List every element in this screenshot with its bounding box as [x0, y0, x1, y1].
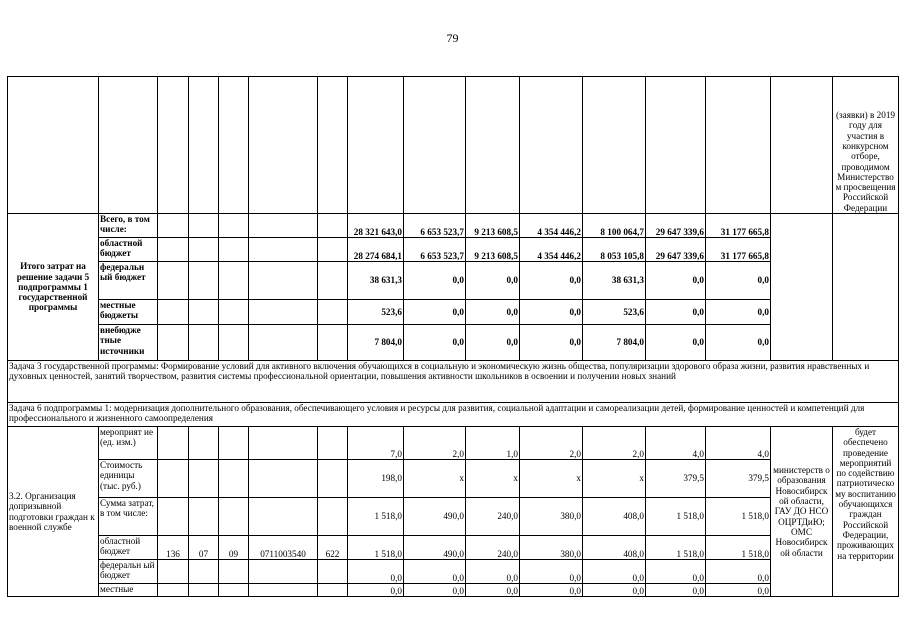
value-cell: 0,0 — [404, 325, 466, 361]
value-cell: 29 647 339,6 — [646, 214, 706, 238]
value-cell: 198,0 — [348, 460, 404, 498]
value-cell: 0,0 — [404, 300, 466, 325]
row-label: местные — [99, 584, 158, 597]
value-cell: 28 274 684,1 — [348, 238, 404, 262]
value-cell: 0,0 — [404, 560, 466, 584]
measure-row — [8, 427, 899, 460]
value-cell: 380,0 — [520, 498, 583, 536]
value-cell: 28 321 643,0 — [348, 214, 404, 238]
value-cell: 0,0 — [646, 584, 706, 597]
value-cell: 0,0 — [706, 560, 771, 584]
value-cell: 7,0 — [348, 427, 404, 460]
row-label: Стоимость единицы (тыс. руб.) — [99, 460, 158, 498]
value-cell: 0,0 — [520, 300, 583, 325]
value-cell: 0,0 — [404, 584, 466, 597]
value-cell: 8 100 064,7 — [583, 214, 646, 238]
value-cell: 0,0 — [646, 300, 706, 325]
value-cell: 0,0 — [706, 325, 771, 361]
value-cell: 2,0 — [404, 427, 466, 460]
measure-row — [8, 536, 899, 560]
task6-text: Задача 6 подпрограммы 1: модернизация дополнительного образования, обеспечивающего условия и ресурсы для развития, социальной адаптации и самореализации детей, формирование ценностей и компетенций для профессионального и жизненного самоопределения — [8, 403, 899, 427]
value-cell: 0,0 — [348, 584, 404, 597]
value-cell: 38 631,3 — [583, 262, 646, 300]
value-cell: 0,0 — [404, 262, 466, 300]
value-cell: 240,0 — [466, 498, 520, 536]
value-cell: 1 518,0 — [646, 536, 706, 560]
target-article-code: 0711003540 — [249, 536, 318, 560]
value-cell: 408,0 — [583, 536, 646, 560]
continuation-row — [8, 77, 899, 214]
value-cell: 0,0 — [520, 325, 583, 361]
value-cell: 523,6 — [583, 300, 646, 325]
value-cell: 31 177 665,8 — [706, 238, 771, 262]
page-number: 79 — [446, 31, 459, 45]
value-cell: 1 518,0 — [348, 536, 404, 560]
row-label: Всего, в том числе: — [99, 214, 158, 238]
value-cell: 1 518,0 — [348, 498, 404, 536]
value-cell: 7 804,0 — [583, 325, 646, 361]
value-cell: 4,0 — [706, 427, 771, 460]
value-cell: 0,0 — [520, 560, 583, 584]
value-cell: 29 647 339,6 — [646, 238, 706, 262]
value-cell: 0,0 — [466, 560, 520, 584]
value-cell: 4,0 — [646, 427, 706, 460]
subsection-code: 09 — [219, 536, 249, 560]
section-code: 07 — [189, 536, 219, 560]
value-cell: 1 518,0 — [706, 536, 771, 560]
value-cell: 0,0 — [348, 560, 404, 584]
value-cell: 4 354 446,2 — [520, 214, 583, 238]
value-cell: 0,0 — [466, 262, 520, 300]
budget-table — [7, 76, 899, 597]
value-cell: 0,0 — [706, 262, 771, 300]
value-cell: 240,0 — [466, 536, 520, 560]
value-cell: x — [466, 460, 520, 498]
value-cell: 4 354 446,2 — [520, 238, 583, 262]
value-cell: 0,0 — [646, 560, 706, 584]
totals-row — [8, 300, 899, 325]
value-cell: 7 804,0 — [348, 325, 404, 361]
value-cell: 0,0 — [466, 584, 520, 597]
result-cell: будет обеспечено проведение мероприятий по содействию патриотическо му воспитанию обучающихся граждан Российской Федерации, проживающих на территории — [833, 427, 899, 597]
measure-row — [8, 584, 899, 597]
result-note: (заявки) в 2019 году для участия в конкурсном отборе, проводимом Министерство м просвещения Российской Федерации — [833, 77, 899, 214]
value-cell: 31 177 665,8 — [706, 214, 771, 238]
value-cell: 0,0 — [706, 300, 771, 325]
value-cell: 2,0 — [583, 427, 646, 460]
task3-text: Задача 3 государственной программы: Формирование условий для активного включения обучающихся в социальную и экономическую жизнь общества, популяризации здорового образа жизни, развития нравственных и духовных ценностей, занятий творчеством, развития системы профессиональной ориентации, повышения активности школьников в освоении и получении новых знаний — [8, 361, 899, 403]
value-cell: 0,0 — [520, 584, 583, 597]
value-cell: 379,5 — [646, 460, 706, 498]
totals-row — [8, 262, 899, 300]
row-label: местные бюджеты — [99, 300, 158, 325]
task-header-row — [8, 403, 899, 427]
executor-cell: министерств о образования Новосибирск ой области, ГАУ ДО НСО ОЦРТДиЮ; ОМС Новосибирск ой области — [771, 427, 833, 597]
totals-row — [8, 325, 899, 361]
value-cell: 0,0 — [706, 584, 771, 597]
totals-row — [8, 214, 899, 238]
value-cell: 0,0 — [520, 262, 583, 300]
value-cell: 0,0 — [646, 325, 706, 361]
row-label: мероприят ие (ед. изм.) — [99, 427, 158, 460]
totals-label: Итого затрат на решение задачи 5 подпрограммы 1 государственной программы — [8, 214, 99, 361]
value-cell: 0,0 — [583, 584, 646, 597]
value-cell: 380,0 — [520, 536, 583, 560]
value-cell: 490,0 — [404, 536, 466, 560]
value-cell: 1,0 — [466, 427, 520, 460]
value-cell: 8 053 105,8 — [583, 238, 646, 262]
row-label: внебюдже тные источники — [99, 325, 158, 361]
value-cell: 490,0 — [404, 498, 466, 536]
row-label: областной бюджет — [99, 536, 158, 560]
row-label: Сумма затрат, в том числе: — [99, 498, 158, 536]
value-cell: 0,0 — [466, 325, 520, 361]
value-cell: 2,0 — [520, 427, 583, 460]
measure-title: 3.2. Организация допризывной подготовки граждан к военной службе — [8, 427, 99, 597]
value-cell: 408,0 — [583, 498, 646, 536]
value-cell: 523,6 — [348, 300, 404, 325]
measure-row — [8, 460, 899, 498]
value-cell: x — [583, 460, 646, 498]
measure-row — [8, 498, 899, 536]
value-cell: 9 213 608,5 — [466, 238, 520, 262]
row-label: областной бюджет — [99, 238, 158, 262]
task-header-row — [8, 361, 899, 403]
value-cell: x — [404, 460, 466, 498]
value-cell: 9 213 608,5 — [466, 214, 520, 238]
totals-row — [8, 238, 899, 262]
grbs-code: 136 — [158, 536, 189, 560]
value-cell: x — [520, 460, 583, 498]
value-cell: 6 653 523,7 — [404, 238, 466, 262]
value-cell: 379,5 — [706, 460, 771, 498]
value-cell: 38 631,3 — [348, 262, 404, 300]
expense-type-code: 622 — [318, 536, 348, 560]
value-cell: 0,0 — [583, 560, 646, 584]
row-label: федеральн ый бюджет — [99, 560, 158, 584]
value-cell: 1 518,0 — [646, 498, 706, 536]
row-label: федеральн ый бюджет — [99, 262, 158, 300]
value-cell: 0,0 — [466, 300, 520, 325]
measure-row — [8, 560, 899, 584]
value-cell: 0,0 — [646, 262, 706, 300]
value-cell: 1 518,0 — [706, 498, 771, 536]
value-cell: 6 653 523,7 — [404, 214, 466, 238]
